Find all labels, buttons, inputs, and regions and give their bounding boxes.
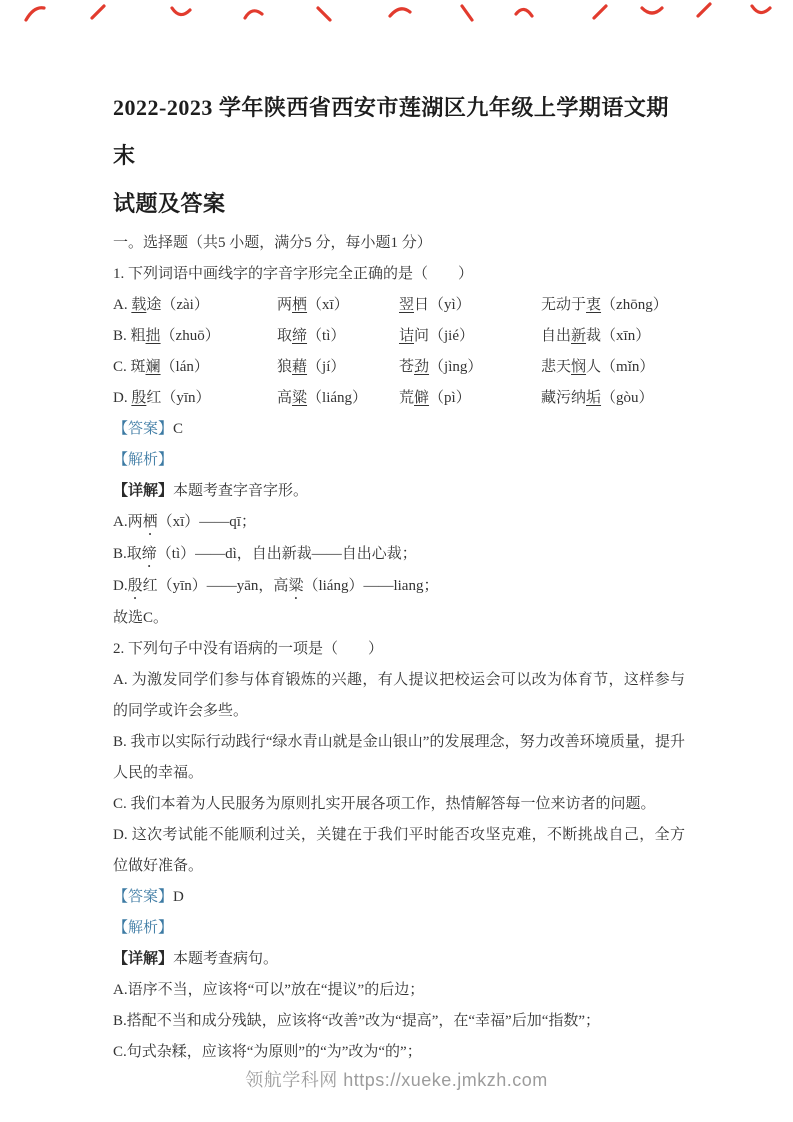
q2-answer-value: D	[173, 889, 184, 905]
q1-d-word3: 荒僻（pì）	[399, 390, 471, 406]
red-mark	[245, 11, 262, 18]
q1-answer-value: C	[173, 421, 184, 437]
q2-option-b: B. 我市以实际行动践行“绿水青山就是金山银山”的发展理念，努力改善环境质量，提升人民的幸福。	[113, 734, 685, 781]
red-mark	[172, 8, 190, 15]
q2-detail-line-a: A.语序不当，应该将“可以”放在“提议”的后边；	[113, 982, 425, 998]
q1-detail-line-b: B.取缔（tì）——dì，自出新裁——自出心裁；	[113, 546, 417, 562]
q1-d-word1: 殷红（yīn）	[131, 390, 211, 406]
q1-c-word2: 狼藉（jí）	[277, 359, 346, 375]
page-title	[113, 84, 685, 228]
analysis-label: 【解析】	[113, 452, 174, 468]
red-mark	[390, 9, 410, 16]
q1-c-word4: 悲天悯人（mǐn）	[541, 359, 655, 375]
red-mark	[26, 8, 44, 20]
q2-answer	[113, 882, 685, 913]
q1-b-label: B.	[113, 328, 127, 344]
red-mark	[462, 6, 472, 20]
section-heading: 一。选择题（共5 小题，满分5 分，每小题1 分）	[113, 235, 432, 251]
q1-b-word2: 取缔（tì）	[277, 328, 346, 344]
q1-a-col1	[113, 290, 277, 321]
q1-detail-line-a: A.两栖（xī）——qī；	[113, 514, 256, 530]
q2-detail-line-b: B.搭配不当和成分残缺，应该将“改善”改为“提高”，在“幸福”后加“指数”；	[113, 1013, 601, 1029]
q1-b-word3: 诘问（jié）	[399, 328, 475, 344]
red-pen-marks	[0, 0, 793, 28]
red-mark	[318, 8, 330, 20]
q1-detail-conclusion: 故选C。	[113, 610, 169, 626]
q1-option-a	[113, 290, 685, 321]
q1-c-word3: 苍劲（jìng）	[399, 359, 483, 375]
q1-a-word4: 无动于衷（zhōng）	[541, 297, 668, 313]
watermark: 领航学科网 https://xueke.jmkzh.com	[245, 1070, 548, 1090]
detail-label: 【详解】	[113, 483, 174, 499]
q1-d-label: D.	[113, 390, 128, 406]
q1-c-word1: 斑斓（lán）	[130, 359, 209, 375]
q1-option-d	[113, 383, 685, 414]
red-mark	[698, 4, 710, 16]
q1-b-col1	[113, 321, 277, 352]
q1-detail-heading	[113, 476, 685, 507]
q1-answer	[113, 414, 685, 445]
q2-detail-heading	[113, 944, 685, 975]
q1-b-word1: 粗拙（zhuō）	[130, 328, 220, 344]
red-mark	[92, 6, 104, 18]
q1-a-word2: 两栖（xī）	[277, 297, 349, 313]
red-mark	[642, 8, 662, 13]
q1-a-word1: 载途（zài）	[131, 297, 209, 313]
q1-a-label: A.	[113, 297, 128, 313]
q1-detail-line-d: D.殷红（yīn）——yān，高粱（liáng）——liang；	[113, 578, 439, 594]
q1-c-col1	[113, 352, 277, 383]
answer-label: 【答案】	[113, 421, 174, 437]
q1-d-word4: 藏污纳垢（gòu）	[541, 390, 654, 406]
q1-a-word3: 翌日（yì）	[399, 297, 471, 313]
q1-detail-intro: 本题考查字音字形。	[173, 483, 309, 499]
q2-analysis-label	[113, 913, 685, 944]
detail-label: 【详解】	[113, 951, 174, 967]
q2-option-d: D. 这次考试能不能顺利过关，关键在于我们平时能否攻坚克难，不断挑战自己，全方位做好准备。	[113, 827, 685, 874]
q1-analysis-label	[113, 445, 685, 476]
analysis-label: 【解析】	[113, 920, 174, 936]
answer-label: 【答案】	[113, 889, 174, 905]
q1-stem: 1. 下列词语中画线字的字音字形完全正确的是（ ）	[113, 266, 474, 282]
q1-d-word2: 高粱（liáng）	[277, 390, 368, 406]
red-mark	[594, 6, 606, 18]
page-title-line1: 2022-2023 学年陕西省西安市莲湖区九年级上学期语文期末	[113, 95, 669, 168]
q2-detail-intro: 本题考查病句。	[173, 951, 279, 967]
q1-b-word4: 自出新裁（xīn）	[541, 328, 651, 344]
q1-option-c	[113, 352, 685, 383]
q2-stem: 2. 下列句子中没有语病的一项是（ ）	[113, 641, 384, 657]
q2-option-c: C. 我们本着为人民服务为原则扎实开展各项工作，热情解答每一位来访者的问题。	[113, 796, 656, 812]
page-title-line2: 试题及答案	[113, 191, 226, 216]
red-mark	[516, 9, 532, 16]
q2-option-a: A. 为激发同学们参与体育锻炼的兴趣，有人提议把校运会可以改为体育节，这样参与的同学或许会多些。	[113, 672, 685, 719]
q1-d-col1	[113, 383, 277, 414]
red-mark	[752, 6, 770, 13]
document-body	[113, 84, 685, 1068]
q1-option-b	[113, 321, 685, 352]
q2-detail-line-c: C.句式杂糅，应该将“为原则”的“为”改为“的”；	[113, 1044, 422, 1060]
q1-c-label: C.	[113, 359, 127, 375]
